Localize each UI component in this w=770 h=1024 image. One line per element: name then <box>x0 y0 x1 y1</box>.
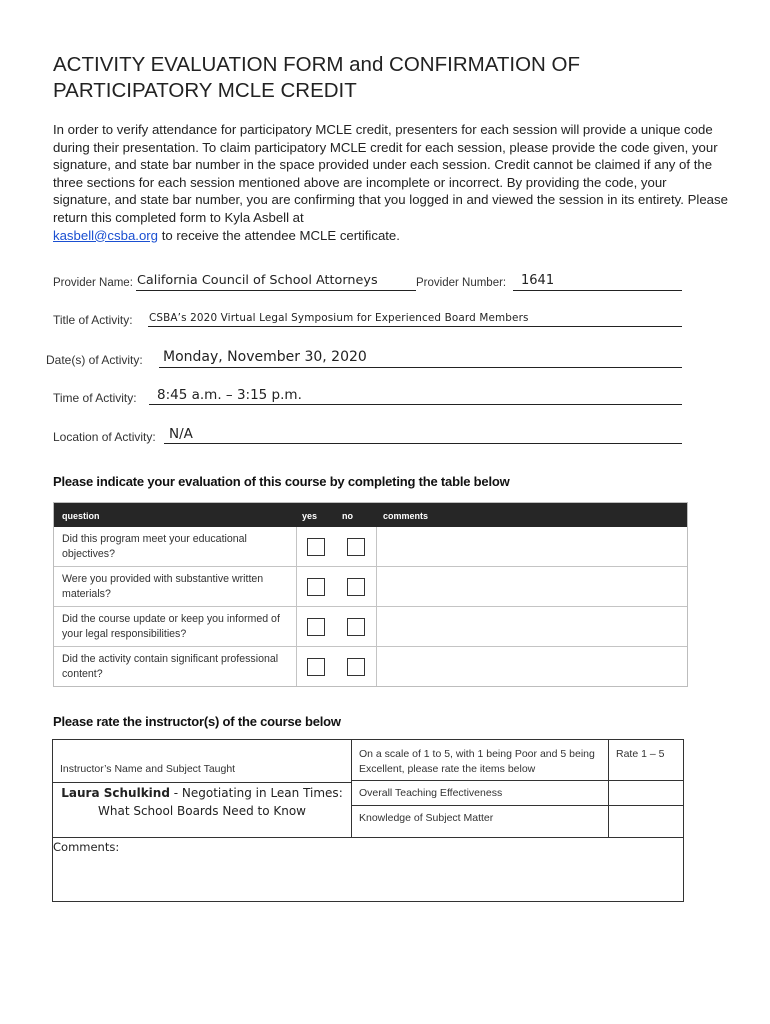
time-field[interactable] <box>149 387 682 405</box>
col-question: question <box>62 511 100 521</box>
rating-item-teaching: Overall Teaching Effectiveness <box>359 787 503 799</box>
no-checkbox[interactable] <box>347 618 365 636</box>
provider-name-field[interactable] <box>136 272 416 291</box>
activity-title-value: CSBA’s 2020 Virtual Legal Symposium for Experienced Board Members <box>149 312 529 324</box>
yes-checkbox[interactable] <box>307 578 325 596</box>
instructor-subject: - Negotiating in Lean Times: What School Boards Need to Know <box>98 786 343 818</box>
question-text: Did this program meet your educational objectives? <box>62 533 247 560</box>
location-field[interactable] <box>164 426 682 444</box>
instructor-rating-table <box>52 739 684 902</box>
instructor-name: Laura Schulkind <box>61 786 170 800</box>
question-text: Were you provided with substantive written materials? <box>62 573 264 600</box>
provider-number-field[interactable] <box>513 272 682 291</box>
evaluation-heading: Please indicate your evaluation of this course by completing the table below <box>53 474 510 489</box>
rate-teaching-input[interactable] <box>609 781 684 805</box>
rating-heading: Please rate the instructor(s) of the course below <box>53 714 341 729</box>
yes-checkbox[interactable] <box>307 618 325 636</box>
scale-column-header: On a scale of 1 to 5, with 1 being Poor and 5 being Excellent, please rate the items below <box>359 748 595 775</box>
comments-cell[interactable] <box>377 607 687 646</box>
dates-label: Date(s) of Activity: <box>46 353 143 367</box>
instructor-cell <box>57 784 347 820</box>
dates-value: Monday, November 30, 2020 <box>163 349 367 365</box>
provider-name-label: Provider Name: <box>53 277 133 289</box>
instructor-column-header: Instructor’s Name and Subject Taught <box>60 763 236 775</box>
rate-knowledge-input[interactable] <box>609 806 684 837</box>
activity-title-field[interactable] <box>148 310 682 327</box>
time-value: 8:45 a.m. – 3:15 p.m. <box>157 387 302 403</box>
col-comments: comments <box>383 511 429 521</box>
table-row <box>54 566 687 606</box>
comments-cell[interactable] <box>377 647 687 686</box>
email-link[interactable]: kasbell@csba.org <box>53 227 159 243</box>
activity-title-label: Title of Activity: <box>53 313 133 327</box>
no-checkbox[interactable] <box>347 658 365 676</box>
provider-number-value: 1641 <box>521 273 555 288</box>
comments-field[interactable] <box>53 838 684 901</box>
time-label: Time of Activity: <box>53 391 137 405</box>
evaluation-table-header <box>54 503 687 527</box>
comments-cell[interactable] <box>377 527 687 566</box>
no-checkbox[interactable] <box>347 538 365 556</box>
intro-text: In order to verify attendance for participatory MCLE credit, presenters for each session will provide a unique code during their presentation. To claim participatory MCLE credit for each session, please provide the code given, your signature, and state bar number in the space provided under each session. Credit cannot be claimed if any of the three sections for each session mentioned above are incomplete or incorrect. By providing the code, your signature, and state bar number, you are confirming that you logged in and viewed the session in its entirety. Please return this completed form to Kyla Asbell at <box>53 122 728 225</box>
yes-checkbox[interactable] <box>307 658 325 676</box>
yes-checkbox[interactable] <box>307 538 325 556</box>
table-row <box>54 606 687 646</box>
location-value: N/A <box>169 426 193 442</box>
intro-paragraph <box>53 121 728 244</box>
comments-cell[interactable] <box>377 567 687 606</box>
comments-label: Comments: <box>53 840 120 854</box>
rating-item-knowledge: Knowledge of Subject Matter <box>359 812 494 824</box>
intro-text-after: to receive the attendee MCLE certificate. <box>161 227 400 243</box>
page-title: ACTIVITY EVALUATION FORM and CONFIRMATION OF PARTICIPATORY MCLE CREDIT <box>53 53 580 102</box>
table-row <box>54 646 687 686</box>
col-yes: yes <box>302 511 318 521</box>
rate-column-header: Rate 1 – 5 <box>616 748 665 760</box>
provider-name-value: California Council of School Attorneys <box>137 273 378 288</box>
evaluation-table <box>53 502 688 687</box>
no-checkbox[interactable] <box>347 578 365 596</box>
provider-number-label: Provider Number: <box>416 277 507 289</box>
question-text: Did the activity contain significant professional content? <box>62 653 279 680</box>
table-row <box>54 527 687 566</box>
col-no: no <box>342 511 353 521</box>
dates-field[interactable] <box>159 348 682 368</box>
location-label: Location of Activity: <box>53 430 156 444</box>
question-text: Did the course update or keep you informed of your legal responsibilities? <box>62 613 280 640</box>
